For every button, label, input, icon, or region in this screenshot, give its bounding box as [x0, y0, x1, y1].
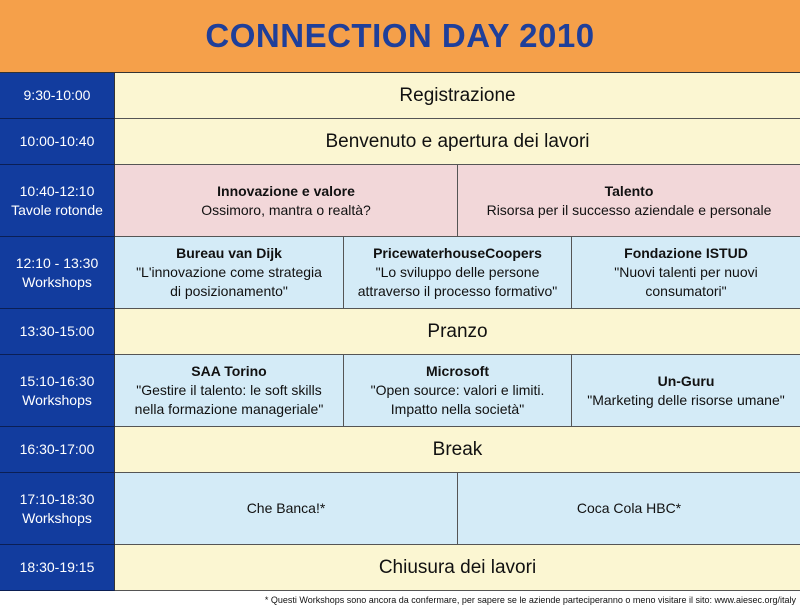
time-label: 15:10-16:30 — [19, 372, 95, 389]
workshop-topic-line: "Lo sviluppo delle persone — [375, 264, 540, 280]
workshop-company: Che Banca!* — [246, 500, 326, 516]
time-label: 17:10-18:30 — [19, 490, 95, 507]
time-slot-break — [0, 427, 115, 473]
event-break — [115, 427, 800, 472]
workshop-company: PricewaterhouseCoopers — [373, 245, 542, 261]
workshop-istud — [572, 237, 800, 308]
time-slot-chiusura — [0, 545, 115, 591]
time-label: 10:40-12:10 — [19, 182, 95, 199]
workshop-topic-line: "Nuovi talenti per nuovi — [614, 264, 758, 280]
schedule-row — [115, 355, 800, 427]
event-label: Benvenuto e apertura dei lavori — [325, 131, 590, 152]
schedule-row — [115, 427, 800, 473]
workshop-company: Coca Cola HBC* — [576, 500, 682, 516]
workshop-topic-line: attraverso il processo formativo" — [357, 283, 558, 299]
session-description: Ossimoro, mantra o realtà? — [201, 201, 371, 218]
workshop-microsoft — [344, 355, 572, 426]
workshop-bureau-van-dijk — [115, 237, 344, 308]
event-benvenuto — [115, 119, 800, 164]
schedule-row — [115, 73, 800, 119]
workshop-topic-line: di posizionamento" — [170, 283, 288, 299]
workshop-topic-line: nella formazione manageriale" — [134, 401, 324, 417]
event-registrazione — [115, 73, 800, 118]
time-label: 13:30-15:00 — [19, 323, 95, 339]
time-label: 9:30-10:00 — [23, 87, 91, 103]
schedule-row — [115, 473, 800, 545]
event-label: Chiusura dei lavori — [378, 557, 537, 578]
footnote: * Questi Workshops sono ancora da confermare, per sapere se le aziende parteciperanno o meno visitare il sito: www.aiesec.org/italy — [264, 595, 796, 605]
time-label: 12:10 - 13:30 — [15, 254, 99, 271]
time-slot-tavole-rotonde — [0, 165, 115, 237]
session-title: Innovazione e valore — [217, 182, 355, 199]
time-slot-workshops-3 — [0, 473, 115, 545]
workshop-company: Fondazione ISTUD — [624, 245, 748, 261]
workshop-che-banca — [115, 473, 458, 544]
roundtable-innovazione — [115, 165, 458, 236]
workshop-company: Un-Guru — [657, 372, 715, 389]
workshop-topic-line: "Open source: valori e limiti. — [370, 382, 545, 398]
roundtable-talento — [458, 165, 800, 236]
event-pranzo — [115, 309, 800, 354]
time-label: 10:00-10:40 — [19, 133, 95, 149]
session-description: Risorsa per il successo aziendale e personale — [486, 201, 772, 218]
workshop-topic-line: Impatto nella società" — [390, 401, 525, 417]
event-label: Break — [432, 439, 483, 460]
time-label: 18:30-19:15 — [19, 559, 95, 575]
workshop-saa-torino — [115, 355, 344, 426]
session-title: Talento — [604, 182, 654, 199]
workshop-pwc — [344, 237, 572, 308]
session-type-label: Workshops — [22, 391, 92, 408]
session-type-label: Workshops — [22, 273, 92, 290]
workshop-company: Bureau van Dijk — [176, 245, 282, 261]
session-type-label: Workshops — [22, 509, 92, 526]
session-type-label: Tavole rotonde — [11, 201, 103, 218]
schedule-row — [115, 309, 800, 355]
event-label: Registrazione — [399, 85, 516, 106]
schedule-row — [115, 237, 800, 309]
time-slot-workshops-2 — [0, 355, 115, 427]
event-label: Pranzo — [427, 321, 488, 342]
schedule-row — [115, 545, 800, 591]
schedule-row — [115, 119, 800, 165]
workshop-topic-line: "Marketing delle risorse umane" — [587, 391, 785, 408]
workshop-company: SAA Torino — [191, 363, 267, 379]
workshop-un-guru — [572, 355, 800, 426]
header-banner — [0, 0, 800, 72]
event-chiusura — [115, 545, 800, 590]
time-label: 16:30-17:00 — [19, 441, 95, 457]
time-slot-registrazione — [0, 73, 115, 119]
workshop-topic-line: "Gestire il talento: le soft skills — [136, 382, 322, 398]
workshop-company: Microsoft — [426, 363, 489, 379]
time-slot-benvenuto — [0, 119, 115, 165]
page-title: CONNECTION DAY 2010 — [205, 17, 595, 54]
time-slot-pranzo — [0, 309, 115, 355]
schedule-table — [0, 72, 800, 594]
workshop-coca-cola-hbc — [458, 473, 800, 544]
workshop-topic-line: "L'innovazione come strategia — [136, 264, 322, 280]
workshop-topic-line: consumatori" — [645, 283, 727, 299]
schedule-row — [115, 165, 800, 237]
time-slot-workshops-1 — [0, 237, 115, 309]
